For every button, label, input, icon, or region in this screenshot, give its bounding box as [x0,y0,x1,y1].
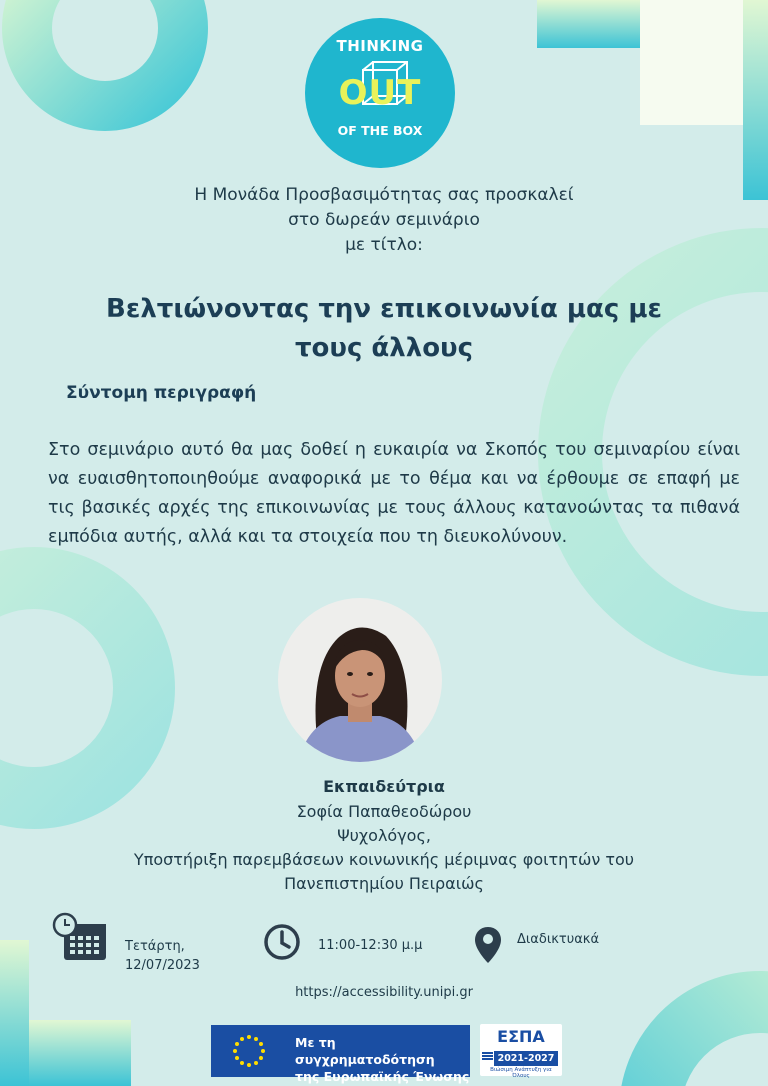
location-pin-icon [473,925,503,965]
eu-cofunding-text [287,1025,470,1084]
logo-line-2: OUT [338,73,422,113]
description-text: Στο σεμινάριο αυτό θα μας δοθεί η ευκαιρία να Σκοπός του σεμιναρίου είναι να ευαισθητοποιηθούμε αναφορικά με το θέμα και να έρθουμε σε επαφή με τις βασικές αρχές της επικοινωνίας με τους άλλους κατανοώντας τα πιθανά εμπόδια αυτής, αλλά και τα στοιχεία που τη διευκολύνουν. [48,440,740,547]
event-time: 11:00-12:30 μ.μ [318,938,423,953]
seminar-title-line-1: Βελτιώνοντας την επικοινωνία μας με [106,294,662,324]
invitation-line-2: στο δωρεάν σεμινάριο [288,210,480,230]
trainer-position-line-1: Υποστήριξη παρεμβάσεων κοινωνικής μέριμνας φοιτητών του [133,850,635,869]
logo-line-3: OF THE BOX [337,123,423,138]
trainer-photo [278,598,442,762]
espa-years: 2021-2027 [494,1051,558,1066]
eu-text-line-2: της Ευρωπαϊκής Ένωσης [295,1069,470,1084]
greek-flag-icon [482,1052,493,1060]
event-location: Διαδικτυακά [517,932,600,947]
thinking-out-of-the-box-logo [305,18,455,168]
website-link[interactable]: https://accessibility.unipi.gr [295,985,473,1000]
eu-flag-logo [211,1025,287,1077]
eu-text-line-1: Με τη συγχρηματοδότηση [295,1035,435,1067]
calendar-clock-icon [52,912,110,962]
espa-motto: Βιώσιμη Ανάπτυξη για Όλους [490,1067,552,1079]
trainer-role: Εκπαιδεύτρια [323,777,445,796]
invitation-line-1: Η Μονάδα Προσβασιμότητας σας προσκαλεί [194,185,574,205]
espa-title: ΕΣΠΑ [497,1027,545,1046]
seminar-title [0,290,768,368]
clock-icon [262,922,302,962]
seminar-title-line-2: τους άλλους [294,333,474,363]
trainer-position-line-2: Πανεπιστημίου Πειραιώς [284,874,484,893]
event-day: Τετάρτη, [125,939,185,954]
description-heading: Σύντομη περιγραφή [66,383,257,403]
invitation-line-3: με τίτλο: [345,235,423,255]
event-date: 12/07/2023 [125,958,200,973]
trainer-name: Σοφία Παπαθεοδώρου [296,802,472,821]
invitation-text [0,183,768,258]
logo-line-1: THINKING [336,37,424,55]
espa-logo [480,1024,562,1079]
trainer-title: Ψυχολόγος, [337,826,431,845]
